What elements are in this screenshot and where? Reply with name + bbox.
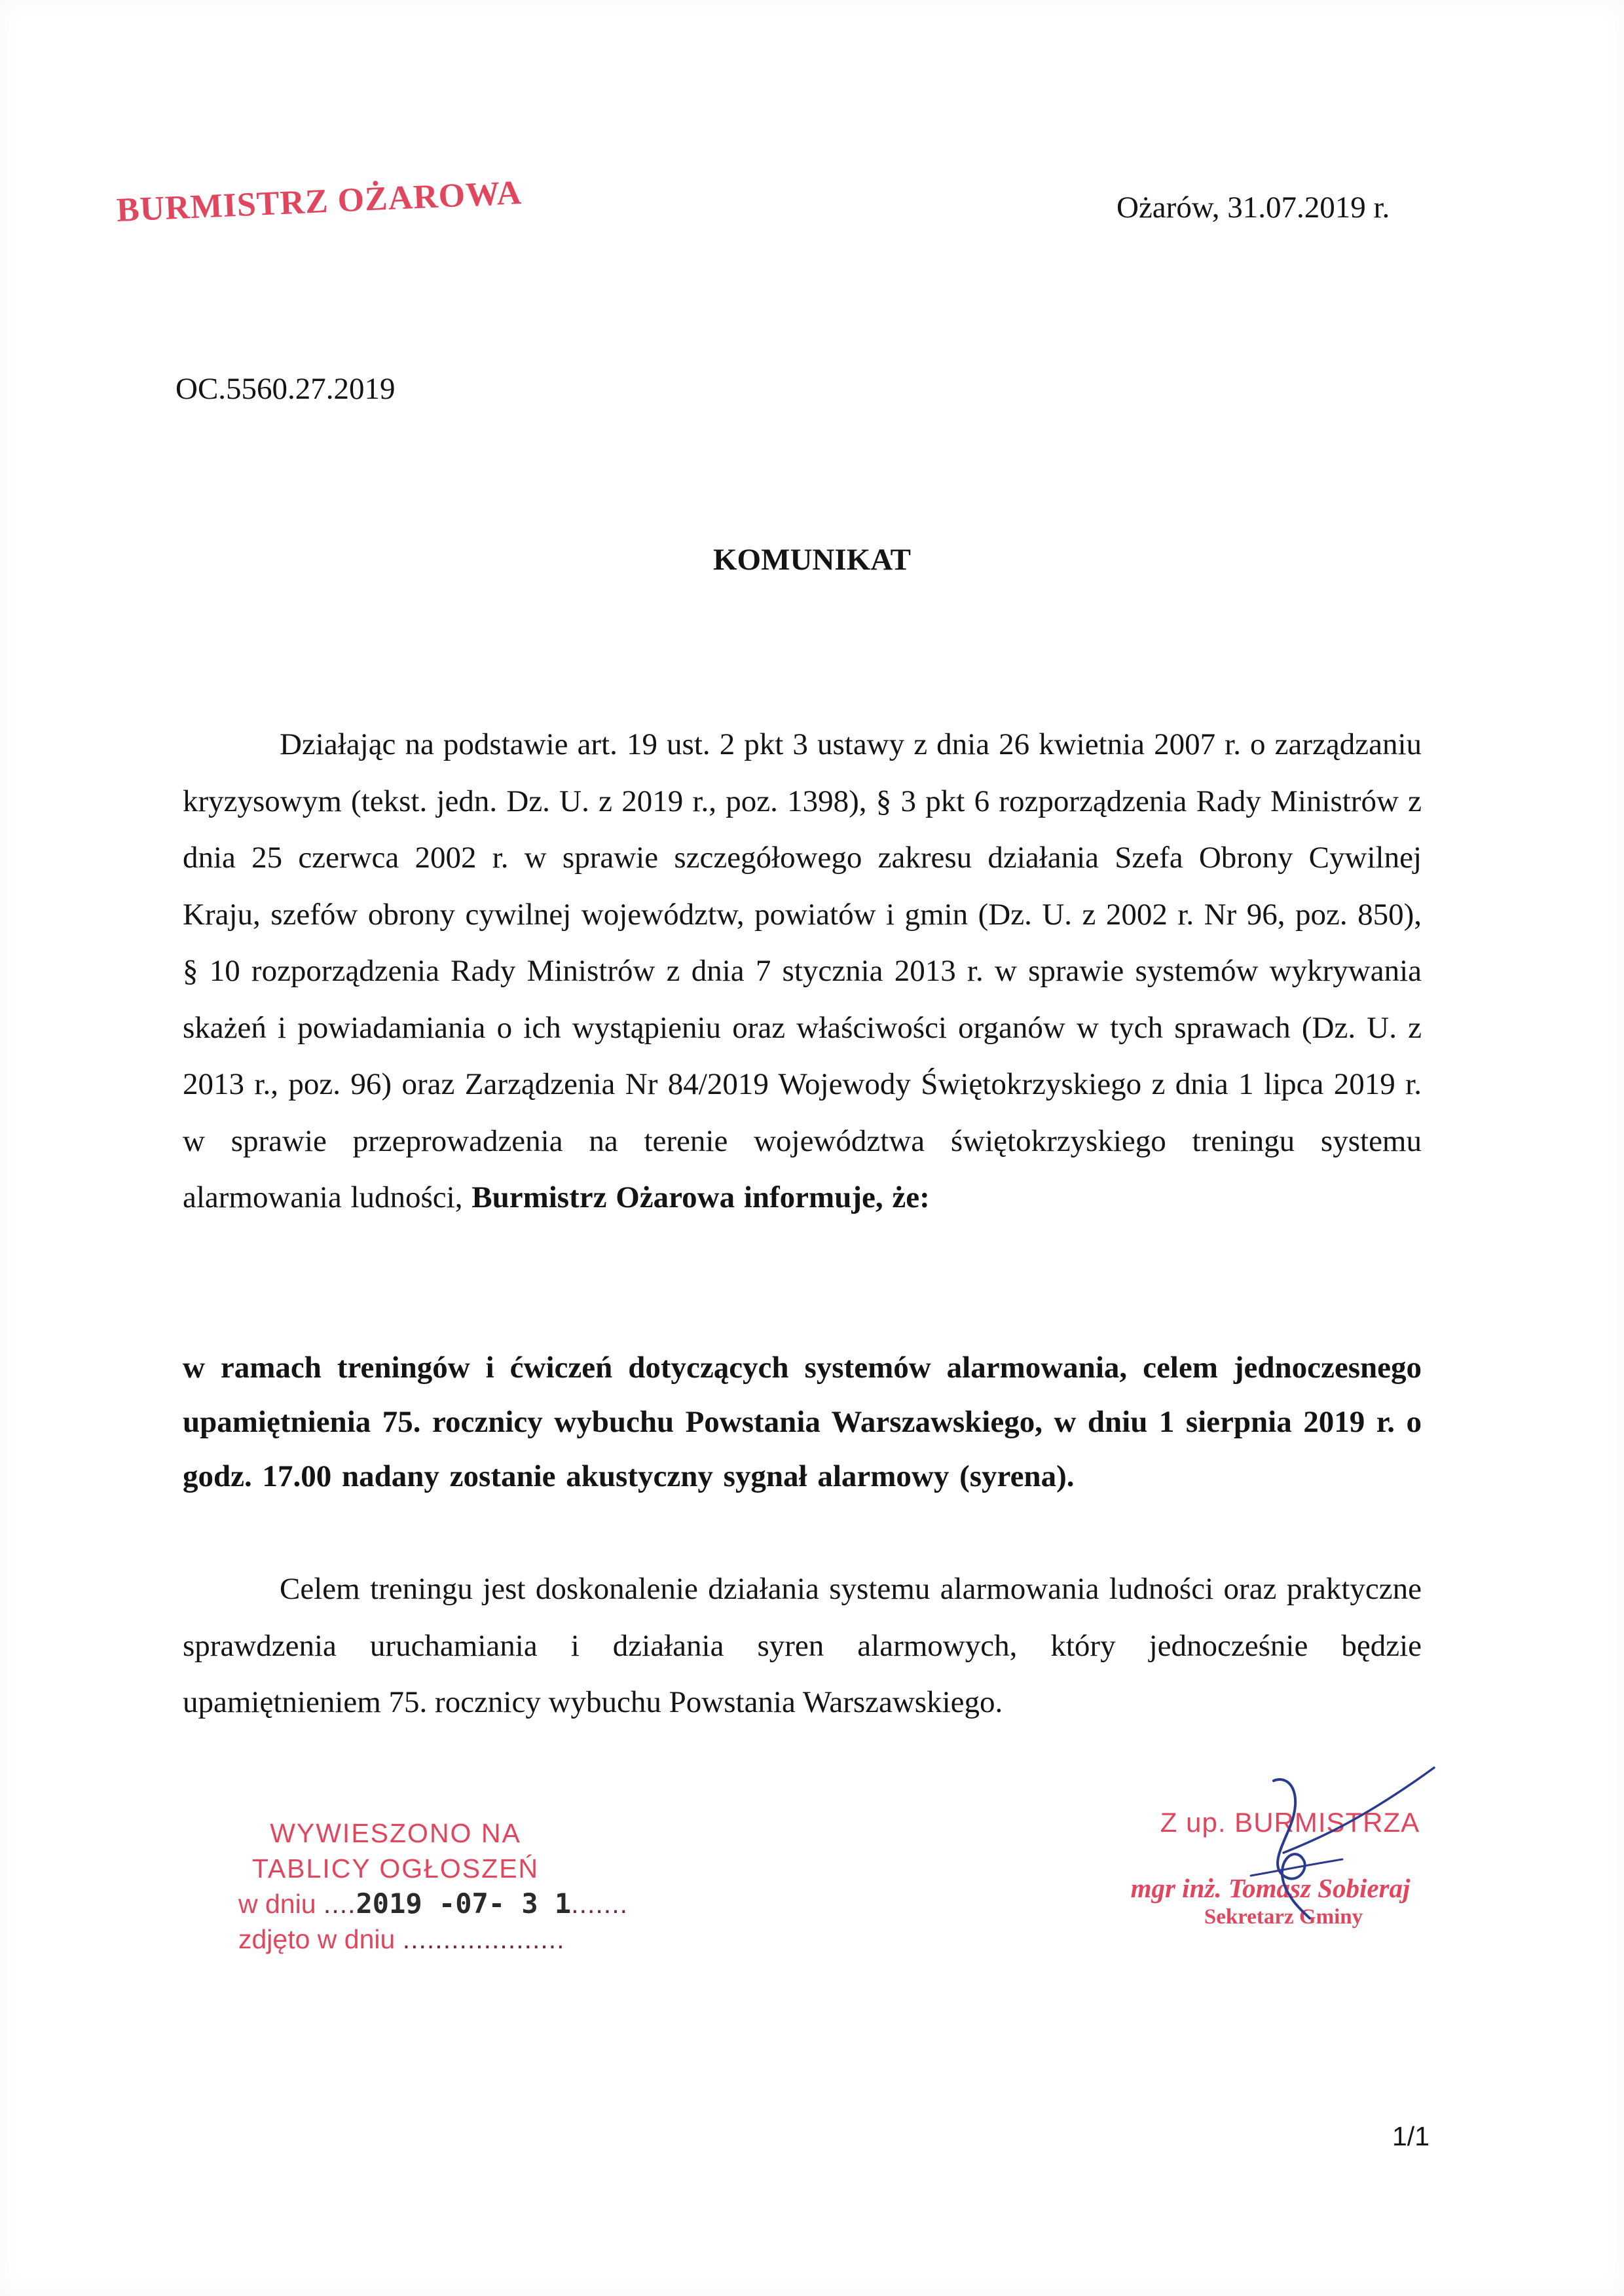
paragraph-announcement: w ramach treningów i ćwiczeń dotyczących systemów alarmowania, celem jednoczesnego upamiętnienia 75. rocznicy wybuchu Powstania Warszawskiego, w dniu 1 sierpnia 2019 r. o godz. 17.00 nadany zostanie akustyczny sygnał alarmowy (syrena).: [183, 1351, 1422, 1493]
paragraph-legal-basis-bold: Burmistrz Ożarowa informuje, że:: [471, 1180, 930, 1214]
posted-stamp-line3: [238, 1886, 628, 1922]
posted-stamp-line2: TABLICY OGŁOSZEŃ: [251, 1853, 540, 1884]
posted-date-label: w dniu: [238, 1889, 316, 1919]
posted-date-value: 2019 -07- 3 1: [356, 1887, 572, 1920]
reference-number: OC.5560.27.2019: [175, 372, 396, 406]
document-title: KOMUNIKAT: [712, 543, 911, 577]
office-stamp: BURMISTRZ OŻAROWA: [115, 174, 523, 229]
posted-stamp-line4: [238, 1922, 605, 1957]
posted-stamp-line1: WYWIESZONO NA: [270, 1818, 521, 1848]
place-and-date: Ożarów, 31.07.2019 r.: [1116, 191, 1390, 225]
posted-date-dots-before: ....: [323, 1889, 356, 1919]
signature-stamp-position: Sekretarz Gminy: [1204, 1905, 1363, 1929]
page-number: 1/1: [1392, 2121, 1430, 2151]
signature-stamp-authority: Z up. BURMISTRZA: [1160, 1807, 1420, 1838]
paragraph-purpose: Celem treningu jest doskonalenie działania systemu alarmowania ludności oraz praktyczne sprawdzenia uruchamiania i działania syren alarmowych, który jednocześnie będzie upamiętnieniem 75. rocznicy wybuchu Powstania Warszawskiego.: [183, 1572, 1422, 1719]
paragraph-legal-basis-text: Działając na podstawie art. 19 ust. 2 pkt 3 ustawy z dnia 26 kwietnia 2007 r. o zarządzaniu kryzysowym (tekst. jedn. Dz. U. z 2019 r., poz. 1398), § 3 pkt 6 rozporządzenia Rady Ministrów z dnia 25 czerwca 2002 r. w sprawie szczegółowego zakresu działania Szefa Obrony Cywilnej Kraju, szefów obrony cywilnej województw, powiatów i gmin (Dz. U. z 2002 r. Nr 96, poz. 850), § 10 rozporządzenia Rady Ministrów z dnia 7 stycznia 2013 r. w sprawie systemów wykrywania skażeń i powiadamiania o ich wystąpieniu oraz właściwości organów w tych sprawach (Dz. U. z 2013 r., poz. 96) oraz Zarządzenia Nr 84/2019 Wojewody Świętokrzyskiego z dnia 1 lipca 2019 r. w sprawie przeprowadzenia na terenie województwa świętokrzyskiego treningu systemu alarmowania ludności,: [183, 727, 1422, 1214]
paragraph-legal-basis: [183, 716, 1422, 1226]
posted-notice-stamp: [238, 1815, 628, 1957]
removed-date-dots: ....................: [402, 1924, 565, 1954]
signature-stamp-name: mgr inż. Tomasz Sobieraj: [1130, 1873, 1411, 1903]
handwritten-signature: [1211, 1755, 1454, 1925]
posted-date-dots-after: .......: [571, 1889, 628, 1919]
removed-date-label: zdjęto w dniu: [238, 1924, 396, 1954]
